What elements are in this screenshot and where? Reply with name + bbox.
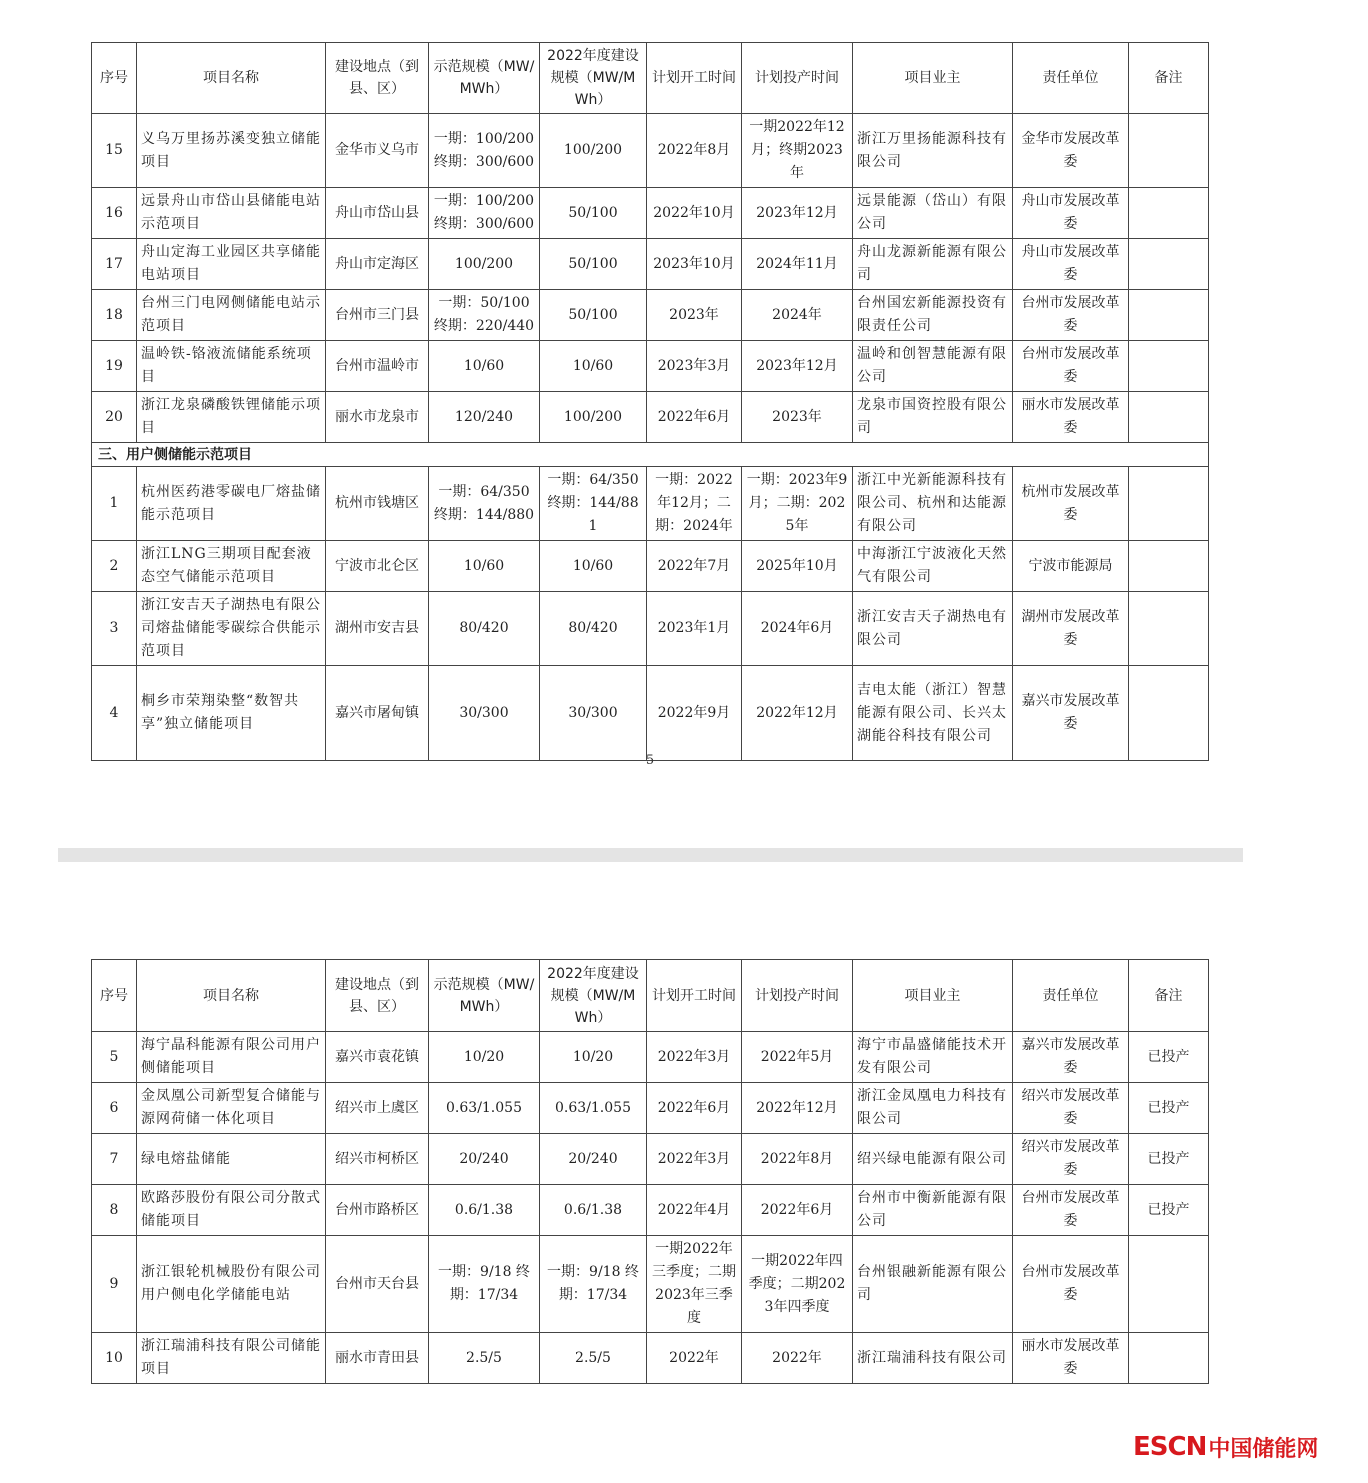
table-cell: 100/200 (429, 239, 540, 290)
table-cell (1129, 392, 1209, 443)
table-cell: 嘉兴市发展改革委 (1013, 1032, 1129, 1083)
table-cell: 2023年1月 (647, 592, 742, 666)
table-cell: 一期2022年四季度；二期2023年四季度 (742, 1236, 853, 1333)
table-cell: 龙泉市国资控股有限公司 (853, 392, 1013, 443)
table-row (92, 592, 1209, 666)
table-cell: 已投产 (1129, 1032, 1209, 1083)
table-cell: 2022年9月 (647, 666, 742, 761)
table-cell: 2022年4月 (647, 1185, 742, 1236)
table-cell: 2022年6月 (647, 1083, 742, 1134)
table-cell (1129, 114, 1209, 188)
table-row (92, 1083, 1209, 1134)
table-cell: 台州市天台县 (326, 1236, 429, 1333)
table-cell: 30/300 (540, 666, 647, 761)
header-cell: 备注 (1129, 960, 1209, 1032)
table-cell: 4 (92, 666, 137, 761)
table-cell: 2022年3月 (647, 1134, 742, 1185)
table-cell: 一期：2023年9月；二期：2025年 (742, 467, 853, 541)
header-cell: 计划投产时间 (742, 960, 853, 1032)
table-cell: 绍兴市发展改革委 (1013, 1134, 1129, 1185)
header-cell: 备注 (1129, 43, 1209, 114)
table-cell: 2023年 (742, 392, 853, 443)
header-cell: 责任单位 (1013, 43, 1129, 114)
table-cell: 20/240 (429, 1134, 540, 1185)
table-cell (1129, 1236, 1209, 1333)
header-cell: 建设地点（到县、区） (326, 960, 429, 1032)
table-cell: 7 (92, 1134, 137, 1185)
table-cell: 舟山定海工业园区共享储能电站项目 (137, 239, 326, 290)
logo-text-cn: 中国储能网 (1208, 1436, 1319, 1462)
table-cell (1129, 1333, 1209, 1384)
table-cell: 杭州市钱塘区 (326, 467, 429, 541)
table-cell: 10/60 (429, 341, 540, 392)
table-cell: 2023年 (647, 290, 742, 341)
table-cell: 吉电太能（浙江）智慧能源有限公司、长兴太湖能谷科技有限公司 (853, 666, 1013, 761)
table-cell: 远景舟山市岱山县储能电站示范项目 (137, 188, 326, 239)
table-cell: 10 (92, 1333, 137, 1384)
table-cell: 浙江安吉天子湖热电有限公司熔盐储能零碳综合供能示范项目 (137, 592, 326, 666)
table-cell: 一期：100/200 终期：300/600 (429, 114, 540, 188)
table-cell: 舟山市发展改革委 (1013, 239, 1129, 290)
table-cell: 20 (92, 392, 137, 443)
escn-logo (1133, 1430, 1353, 1464)
table-row (92, 341, 1209, 392)
table-cell: 温岭铁-铬液流储能系统项目 (137, 341, 326, 392)
table-cell: 2022年12月 (742, 666, 853, 761)
header-cell: 示范规模（MW/MWh） (429, 960, 540, 1032)
table-cell: 金华市义乌市 (326, 114, 429, 188)
table-row (92, 666, 1209, 761)
table-cell: 浙江银轮机械股份有限公司用户侧电化学储能电站 (137, 1236, 326, 1333)
table-cell: 10/60 (540, 541, 647, 592)
table-cell: 一期：9/18 终期：17/34 (540, 1236, 647, 1333)
logo-text-en: ESCN (1133, 1432, 1207, 1462)
table-cell: 欧路莎股份有限公司分散式储能项目 (137, 1185, 326, 1236)
table-cell: 丽水市发展改革委 (1013, 392, 1129, 443)
table-row (92, 1134, 1209, 1185)
table-cell: 浙江金凤凰电力科技有限公司 (853, 1083, 1013, 1134)
table-cell: 杭州医药港零碳电厂熔盐储能示范项目 (137, 467, 326, 541)
table-cell: 20/240 (540, 1134, 647, 1185)
table-cell: 2022年5月 (742, 1032, 853, 1083)
table-cell: 0.6/1.38 (540, 1185, 647, 1236)
header-cell: 计划开工时间 (647, 43, 742, 114)
table-cell: 2025年10月 (742, 541, 853, 592)
project-table-page-6 (91, 959, 1209, 1384)
table-cell: 温岭和创智慧能源有限公司 (853, 341, 1013, 392)
table-row (92, 1333, 1209, 1384)
table-cell: 2024年6月 (742, 592, 853, 666)
table-cell: 台州市中衡新能源有限公司 (853, 1185, 1013, 1236)
table-cell: 宁波市北仑区 (326, 541, 429, 592)
table-cell: 19 (92, 341, 137, 392)
table-cell: 绍兴市柯桥区 (326, 1134, 429, 1185)
table-cell: 丽水市青田县 (326, 1333, 429, 1384)
table-cell: 10/60 (540, 341, 647, 392)
table-cell (1129, 188, 1209, 239)
table-cell: 丽水市发展改革委 (1013, 1333, 1129, 1384)
table-cell: 2022年8月 (647, 114, 742, 188)
table-cell: 120/240 (429, 392, 540, 443)
table-cell: 2.5/5 (429, 1333, 540, 1384)
table-row (92, 467, 1209, 541)
table-cell: 台州市发展改革委 (1013, 290, 1129, 341)
header-cell: 2022年度建设规模（MW/MWh） (540, 960, 647, 1032)
table-cell: 嘉兴市屠甸镇 (326, 666, 429, 761)
table-cell: 80/420 (429, 592, 540, 666)
table-cell: 2022年6月 (647, 392, 742, 443)
table-cell: 50/100 (540, 239, 647, 290)
table-cell: 绍兴市上虞区 (326, 1083, 429, 1134)
table-cell: 台州三门电网侧储能电站示范项目 (137, 290, 326, 341)
section-row (92, 443, 1209, 467)
table-cell: 宁波市能源局 (1013, 541, 1129, 592)
table-cell: 1 (92, 467, 137, 541)
table-cell: 海宁市晶盛储能技术开发有限公司 (853, 1032, 1013, 1083)
table-cell: 浙江瑞浦科技有限公司 (853, 1333, 1013, 1384)
table-cell: 10/20 (429, 1032, 540, 1083)
table-cell: 海宁晶科能源有限公司用户侧储能项目 (137, 1032, 326, 1083)
table-cell: 2022年10月 (647, 188, 742, 239)
section-title: 三、用户侧储能示范项目 (92, 443, 1209, 467)
table-cell: 绍兴绿电能源有限公司 (853, 1134, 1013, 1185)
table-cell: 台州市发展改革委 (1013, 1185, 1129, 1236)
table-cell: 一期：9/18 终期：17/34 (429, 1236, 540, 1333)
table-row (92, 392, 1209, 443)
table-cell: 舟山市岱山县 (326, 188, 429, 239)
table-cell: 已投产 (1129, 1134, 1209, 1185)
table-cell: 台州银融新能源有限公司 (853, 1236, 1013, 1333)
table-cell (1129, 592, 1209, 666)
table-row (92, 188, 1209, 239)
table-cell: 9 (92, 1236, 137, 1333)
header-cell: 序号 (92, 960, 137, 1032)
table-cell: 金华市发展改革委 (1013, 114, 1129, 188)
page-number: 5 (645, 753, 655, 768)
table-cell: 2022年3月 (647, 1032, 742, 1083)
table-cell: 丽水市龙泉市 (326, 392, 429, 443)
header-cell: 建设地点（到县、区） (326, 43, 429, 114)
table-cell: 2024年 (742, 290, 853, 341)
table-cell: 2023年3月 (647, 341, 742, 392)
table-cell: 台州市路桥区 (326, 1185, 429, 1236)
table-header-row (92, 960, 1209, 1032)
table-cell: 嘉兴市袁花镇 (326, 1032, 429, 1083)
table-cell: 6 (92, 1083, 137, 1134)
table-cell: 湖州市安吉县 (326, 592, 429, 666)
header-cell: 计划投产时间 (742, 43, 853, 114)
table-cell: 5 (92, 1032, 137, 1083)
table-cell: 远景能源（岱山）有限公司 (853, 188, 1013, 239)
table-cell: 金凤凰公司新型复合储能与源网荷储一体化项目 (137, 1083, 326, 1134)
table-cell: 2.5/5 (540, 1333, 647, 1384)
table-cell: 17 (92, 239, 137, 290)
table-row (92, 541, 1209, 592)
table-cell (1129, 290, 1209, 341)
table-cell: 50/100 (540, 290, 647, 341)
table-cell: 一期2022年12月；终期2023年 (742, 114, 853, 188)
table-cell: 2022年8月 (742, 1134, 853, 1185)
header-cell: 示范规模（MW/MWh） (429, 43, 540, 114)
table-cell: 一期：50/100 终期：220/440 (429, 290, 540, 341)
table-cell: 0.63/1.055 (540, 1083, 647, 1134)
table-cell: 中海浙江宁波液化天然气有限公司 (853, 541, 1013, 592)
table-cell: 2022年 (742, 1333, 853, 1384)
table-cell: 绿电熔盐储能 (137, 1134, 326, 1185)
table-cell: 100/200 (540, 392, 647, 443)
table-cell: 一期：64/350 终期：144/880 (429, 467, 540, 541)
table-cell (1129, 467, 1209, 541)
table-cell: 嘉兴市发展改革委 (1013, 666, 1129, 761)
table-cell: 台州市三门县 (326, 290, 429, 341)
table-header-row (92, 43, 1209, 114)
table-cell: 台州市发展改革委 (1013, 341, 1129, 392)
header-cell: 责任单位 (1013, 960, 1129, 1032)
table-cell: 2023年10月 (647, 239, 742, 290)
table-cell: 0.63/1.055 (429, 1083, 540, 1134)
table-row (92, 239, 1209, 290)
header-cell: 计划开工时间 (647, 960, 742, 1032)
table-cell: 台州国宏新能源投资有限责任公司 (853, 290, 1013, 341)
table-cell: 浙江中光新能源科技有限公司、杭州和达能源有限公司 (853, 467, 1013, 541)
header-cell: 2022年度建设规模（MW/MWh） (540, 43, 647, 114)
table-cell: 舟山龙源新能源有限公司 (853, 239, 1013, 290)
header-cell: 项目业主 (853, 960, 1013, 1032)
table-cell: 2023年12月 (742, 341, 853, 392)
table-cell: 2022年 (647, 1333, 742, 1384)
table-cell: 2023年12月 (742, 188, 853, 239)
table-row (92, 1185, 1209, 1236)
table-cell: 2024年11月 (742, 239, 853, 290)
header-cell: 项目名称 (137, 43, 326, 114)
table-cell: 浙江瑞浦科技有限公司储能项目 (137, 1333, 326, 1384)
table-cell: 2 (92, 541, 137, 592)
table-cell: 桐乡市荣翔染整“数智共享”独立储能项目 (137, 666, 326, 761)
table-cell: 台州市温岭市 (326, 341, 429, 392)
table-cell: 3 (92, 592, 137, 666)
table-cell: 一期：2022年12月；二期：2024年 (647, 467, 742, 541)
table-cell: 80/420 (540, 592, 647, 666)
table-cell: 100/200 (540, 114, 647, 188)
table-row (92, 114, 1209, 188)
table-cell (1129, 666, 1209, 761)
table-cell: 10/20 (540, 1032, 647, 1083)
table-cell: 舟山市定海区 (326, 239, 429, 290)
table-cell: 30/300 (429, 666, 540, 761)
project-table-page-5 (91, 42, 1209, 761)
table-row (92, 1032, 1209, 1083)
table-row (92, 290, 1209, 341)
table-cell: 湖州市发展改革委 (1013, 592, 1129, 666)
table-cell: 一期：64/350 终期：144/881 (540, 467, 647, 541)
table-cell: 2022年6月 (742, 1185, 853, 1236)
page-separator (58, 848, 1243, 862)
table-cell: 杭州市发展改革委 (1013, 467, 1129, 541)
table-cell (1129, 239, 1209, 290)
table-cell: 50/100 (540, 188, 647, 239)
table-cell (1129, 341, 1209, 392)
table-cell: 已投产 (1129, 1083, 1209, 1134)
table-cell: 舟山市发展改革委 (1013, 188, 1129, 239)
table-cell: 0.6/1.38 (429, 1185, 540, 1236)
table-row (92, 1236, 1209, 1333)
table-cell: 义乌万里扬苏溪变独立储能项目 (137, 114, 326, 188)
table-cell: 浙江龙泉磷酸铁锂储能示项目 (137, 392, 326, 443)
table-cell (1129, 541, 1209, 592)
table-cell: 一期2022年三季度；二期2023年三季度 (647, 1236, 742, 1333)
table-cell: 已投产 (1129, 1185, 1209, 1236)
table-cell: 10/60 (429, 541, 540, 592)
table-cell: 2022年12月 (742, 1083, 853, 1134)
table-cell: 2022年7月 (647, 541, 742, 592)
header-cell: 项目业主 (853, 43, 1013, 114)
table-cell: 台州市发展改革委 (1013, 1236, 1129, 1333)
table-cell: 绍兴市发展改革委 (1013, 1083, 1129, 1134)
table-cell: 18 (92, 290, 137, 341)
header-cell: 项目名称 (137, 960, 326, 1032)
table-cell: 8 (92, 1185, 137, 1236)
table-cell: 16 (92, 188, 137, 239)
table-cell: 浙江安吉天子湖热电有限公司 (853, 592, 1013, 666)
table-cell: 15 (92, 114, 137, 188)
header-cell: 序号 (92, 43, 137, 114)
table-cell: 浙江万里扬能源科技有限公司 (853, 114, 1013, 188)
table-cell: 一期：100/200 终期：300/600 (429, 188, 540, 239)
table-cell: 浙江LNG三期项目配套液态空气储能示范项目 (137, 541, 326, 592)
